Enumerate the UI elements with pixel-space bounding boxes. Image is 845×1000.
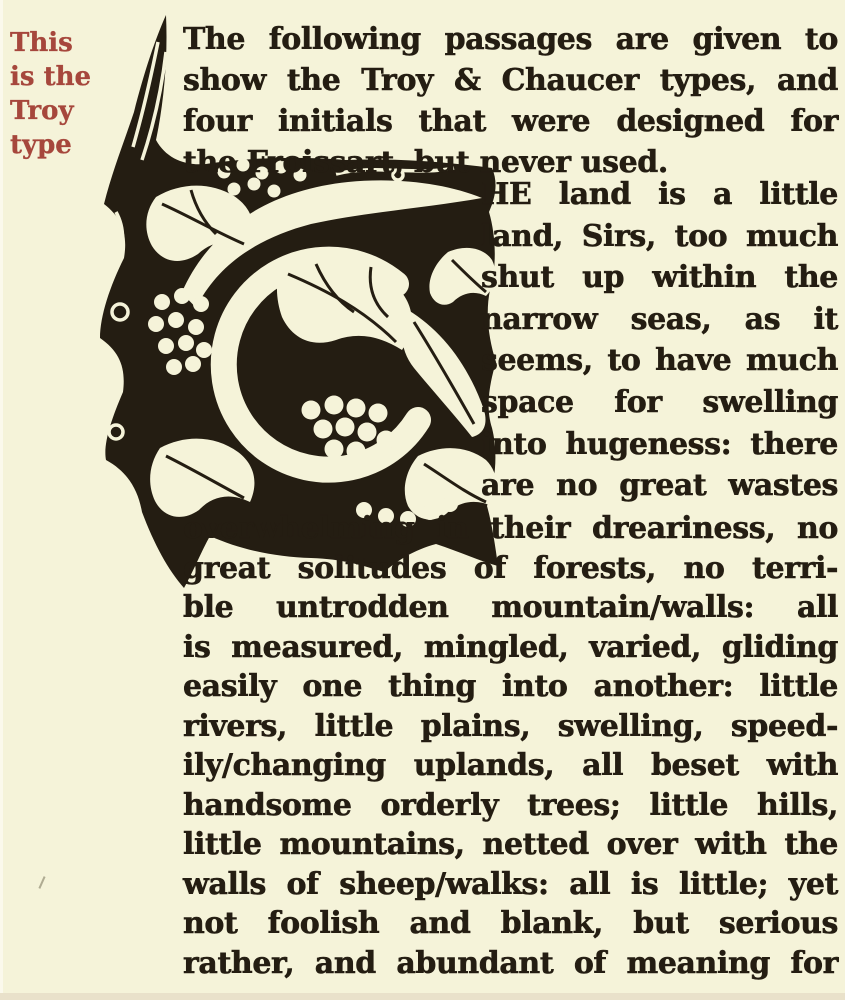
passage-full-width	[183, 509, 838, 983]
text-line: into hugeness: there	[481, 426, 838, 462]
text-line: shut up within the	[481, 260, 838, 296]
text-line: are no great wastes	[481, 468, 838, 504]
scan-edge-bottom	[0, 993, 845, 1000]
text-line: not foolish and blank, but serious	[183, 906, 838, 941]
paper-scratch-mark	[38, 876, 45, 889]
passage-beside-initial	[481, 174, 838, 507]
margin-note-line: type	[10, 130, 72, 160]
text-line: overwhelming in their dreariness, no	[183, 511, 838, 546]
text-line: walls of sheep/walks: all is little; yet	[183, 866, 838, 902]
text-line: rather, and abundant of meaning for	[183, 945, 838, 981]
text-line: handsome orderly trees; little hills,	[183, 787, 838, 823]
text-line: is measured, mingled, varied, gliding	[183, 629, 838, 665]
text-line: great solitudes of forests, no terri-	[183, 550, 838, 586]
text-line: rivers, little plains, swelling, speed-	[183, 708, 838, 744]
text-line: ble untrodden mountain/walls: all	[183, 590, 838, 625]
text-line: narrow seas, as it	[481, 301, 838, 337]
text-line: four initials that were designed for	[183, 104, 838, 139]
text-line: space for swelling	[481, 384, 838, 420]
margin-note-line: This	[10, 28, 73, 58]
intro-paragraph	[183, 19, 838, 183]
text-line: ily/changing uplands, all beset with	[183, 748, 838, 783]
text-line: The following passages are given to	[183, 22, 838, 57]
text-line: easily one thing into another: little	[183, 669, 838, 704]
text-line: the Froissart, but never used.	[183, 145, 668, 180]
text-line: show the Troy & Chaucer types, and	[183, 63, 838, 98]
scan-edge-left	[0, 0, 3, 1000]
text-line: HE land is a little	[481, 177, 838, 212]
margin-note-line: Troy	[10, 96, 74, 126]
text-line: seems, to have much	[481, 343, 838, 379]
text-line: little mountains, netted over with the	[183, 827, 838, 862]
margin-note-line: is the	[10, 62, 92, 92]
text-line: land, Sirs, too much	[481, 218, 838, 254]
